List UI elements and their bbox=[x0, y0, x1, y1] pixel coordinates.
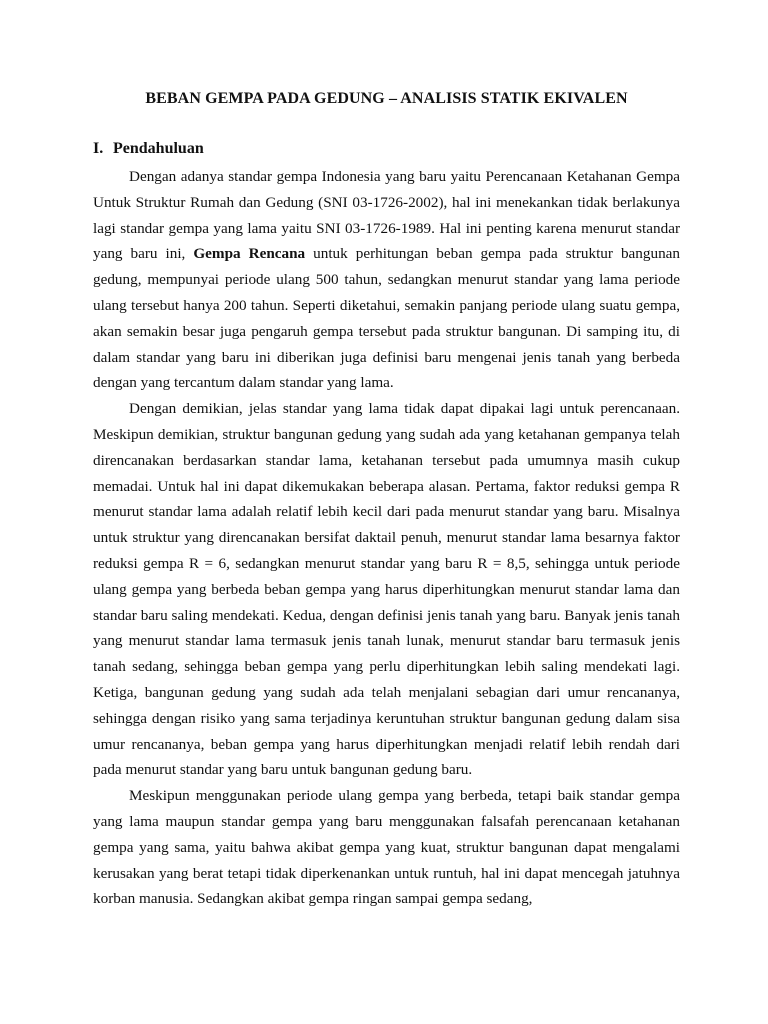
document-title: BEBAN GEMPA PADA GEDUNG – ANALISIS STATIK EKIVALEN bbox=[145, 90, 628, 107]
paragraph-1-text-end: untuk perhitungan beban gempa pada struktur bangunan gedung, mempunyai periode ulang 500 tahun, sedangkan menurut standar yang lama periode ulang tersebut hanya 200 tahun. Seperti diketahui, semakin panjang periode ulang suatu gempa, akan semakin besar juga pengaruh gempa tersebut pada struktur bangunan. Di samping itu, di dalam standar yang baru ini diberikan juga definisi baru mengenai jenis tanah yang berbeda dengan yang tercantum dalam standar yang lama. bbox=[93, 245, 681, 392]
section-title: Pendahuluan bbox=[113, 140, 204, 157]
paragraph-1 bbox=[93, 164, 680, 396]
paragraph-1-text-start: Dengan adanya standar gempa Indonesia yang baru yaitu Perencanaan Ketahanan Gempa Untuk Struktur Rumah dan Gedung (SNI 03-1726-2002), hal ini menekankan tidak berlakunya lagi standar gempa yang lama yaitu SNI 03-1726-1989. Hal ini penting karena menurut standar yang baru ini, bbox=[93, 168, 680, 263]
paragraph-3: Meskipun menggunakan periode ulang gempa yang berbeda, tetapi baik standar gempa yang lama maupun standar gempa yang baru menggunakan falsafah perencanaan ketahanan gempa yang sama, yaitu bahwa akibat gempa yang kuat, struktur bangunan dapat mengalami kerusakan yang berat tetapi tidak diperkenankan untuk runtuh, hal ini dapat mencegah jatuhnya korban manusia. Sedangkan akibat gempa ringan sampai gempa sedang, bbox=[93, 787, 680, 908]
paragraph-1-bold-term: Gempa Rencana bbox=[193, 245, 306, 263]
section-heading bbox=[93, 138, 680, 160]
paragraph-2: Dengan demikian, jelas standar yang lama tidak dapat dipakai lagi untuk perencanaan. Meskipun demikian, struktur bangunan gedung yang sudah ada yang ketahanan gempanya telah direncanakan berdasarkan standar lama, ketahanan tersebut pada umumnya masih cukup memadai. Untuk hal ini dapat dikemukakan beberapa alasan. Pertama, faktor reduksi gempa R menurut standar lama adalah relatif lebih kecil dari pada menurut standar yang baru. Misalnya untuk struktur yang direncanakan bersifat daktail penuh, menurut standar lama besarnya faktor reduksi gempa R = 6, sedangkan menurut standar yang baru R = 8,5, sehingga untuk periode ulang gempa yang berbeda beban gempa yang harus diperhitungkan menurut standar lama dan standar baru saling mendekati. Kedua, dengan definisi jenis tanah yang baru. Banyak jenis tanah yang menurut standar lama termasuk jenis tanah lunak, menurut standar baru termasuk jenis tanah sedang, sehingga beban gempa yang perlu diperhitungkan lebih saling mendekati lagi. Ketiga, bangunan gedung yang sudah ada telah menjalani sebagian dari umur rencananya, sehingga dengan risiko yang sama terjadinya keruntuhan struktur bangunan gedung dalam sisa umur rencananya, beban gempa yang harus diperhitungkan menjadi relatif lebih rendah dari pada menurut standar yang baru untuk bangunan gedung baru. bbox=[93, 400, 680, 779]
section-number: I. bbox=[93, 140, 104, 157]
